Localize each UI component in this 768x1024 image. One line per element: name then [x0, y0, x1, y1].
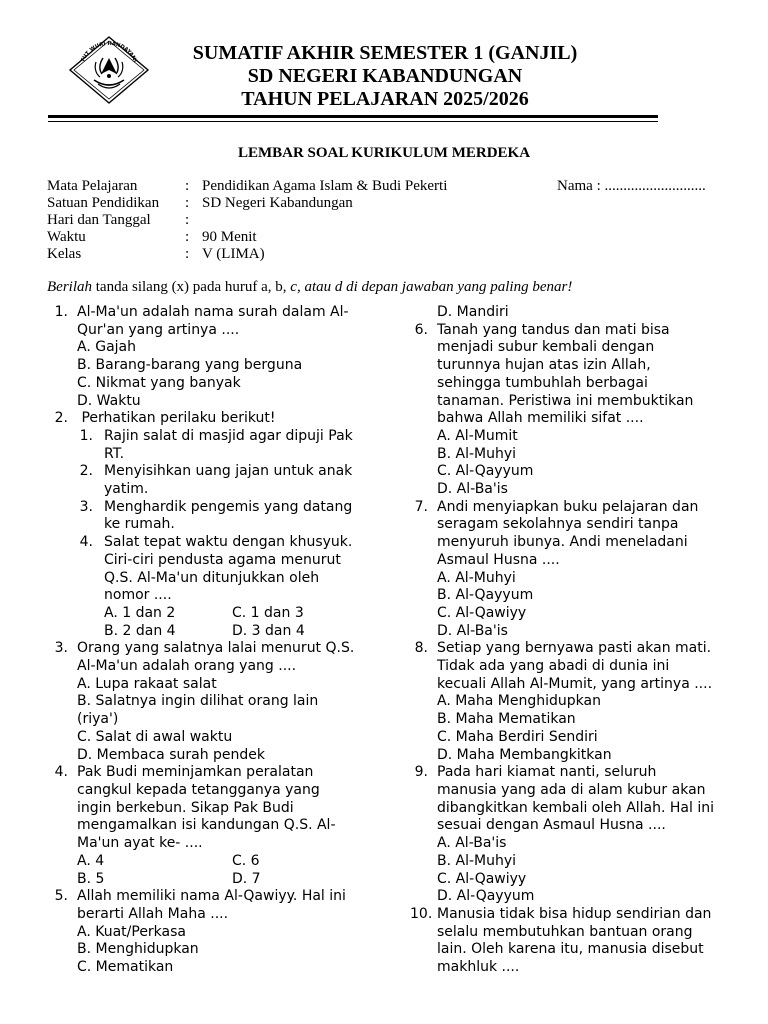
- sub-item-line: ke rumah.: [104, 516, 175, 533]
- question-text-line: makhluk ....: [437, 959, 520, 976]
- question-number: 6.: [414, 321, 428, 338]
- question-4: [50, 764, 370, 888]
- question-text-line: seragam sekolahnya sendiri tanpa: [437, 516, 679, 533]
- option-d: D. Al-Qayyum: [437, 888, 535, 905]
- question-text-line: Tidak ada yang abadi di dunia ini: [437, 658, 670, 675]
- option-b: B. 5: [77, 870, 105, 887]
- question-text-line: Al-Ma'un adalah orang yang ....: [77, 658, 297, 675]
- question-number: 7.: [414, 498, 428, 515]
- question-text-line: mengamalkan isi kandungan Q.S. Al-: [77, 817, 336, 834]
- question-text-line: Pada hari kiamat nanti, seluruh: [437, 764, 657, 781]
- option-d: D. Waktu: [77, 392, 141, 409]
- info-colon: :: [185, 212, 190, 228]
- option-d: D. 7: [232, 870, 261, 887]
- instruction: [47, 279, 572, 296]
- option-b: B. 2 dan 4: [104, 622, 176, 639]
- option-a: A. Gajah: [77, 339, 137, 356]
- question-number: 2.: [54, 410, 68, 427]
- question-text-line: berarti Allah Maha ....: [77, 905, 229, 922]
- question-text-line: Asmaul Husna ....: [437, 551, 560, 568]
- question-3: [50, 640, 370, 764]
- question-text-line: Ma'un ayat ke- ....: [77, 835, 203, 852]
- info-label: Waktu: [47, 229, 86, 245]
- info-label: Kelas: [47, 246, 82, 262]
- sub-item-line: Salat tepat waktu dengan khusyuk.: [104, 534, 353, 551]
- question-text-line: tanaman. Peristiwa ini membuktikan: [437, 392, 694, 409]
- title-line-2: SD NEGERI KABANDUNGAN: [247, 65, 523, 87]
- questions-left-column: [50, 304, 370, 977]
- question-9: [410, 764, 730, 906]
- option-a: A. Al-Ba'is: [437, 835, 507, 852]
- info-label: Hari dan Tanggal: [47, 212, 151, 228]
- sub-item-2: [77, 463, 370, 498]
- question-text-line: cangkul kepada tetangganya yang: [77, 781, 320, 798]
- logo-text: TUT WURI HANDAYANI: [80, 40, 138, 64]
- question-text-line: Orang yang salatnya lalai menurut Q.S.: [77, 640, 355, 657]
- info-label: Mata Pelajaran: [47, 178, 138, 194]
- question-5: [50, 888, 370, 977]
- option-c: C. Maha Berdiri Sendiri: [437, 728, 598, 745]
- question-number: 10.: [410, 905, 433, 922]
- sub-item-line: Rajin salat di masjid agar dipuji Pak: [104, 427, 353, 444]
- header-divider-thick: [48, 115, 658, 118]
- question-7: [410, 499, 730, 641]
- info-value: 90 Menit: [202, 229, 257, 245]
- question-text-line: Allah memiliki nama Al-Qawiyy. Hal ini: [77, 888, 346, 905]
- option-b-continued: (riya'): [77, 711, 119, 728]
- option-d: D. Membaca surah pendek: [77, 746, 266, 763]
- question-text-line: menjadi subur kembali dengan: [437, 339, 655, 356]
- sub-item-number: 3.: [79, 498, 93, 515]
- sub-item-line: Menghardik pengemis yang datang: [104, 498, 353, 515]
- option-b: B. Maha Mematikan: [437, 711, 576, 728]
- sub-item-line: yatim.: [104, 481, 149, 498]
- option-d: D. Al-Ba'is: [437, 622, 508, 639]
- sub-item-line: Ciri-ciri pendusta agama menurut: [104, 551, 341, 568]
- question-number: 3.: [54, 640, 68, 657]
- option-a: A. Kuat/Perkasa: [77, 923, 186, 940]
- sub-item-3: [77, 499, 370, 534]
- option-d: D. 3 dan 4: [232, 622, 305, 639]
- option-a: A. Lupa rakaat salat: [77, 675, 217, 692]
- question-number: 1.: [54, 304, 68, 320]
- instruction-part-1: Berilah: [47, 279, 92, 295]
- subtitle: LEMBAR SOAL KURIKULUM MERDEKA: [237, 145, 531, 161]
- option-c: C. Nikmat yang banyak: [77, 374, 241, 391]
- sub-item-line: nomor ....: [104, 587, 172, 604]
- question-text-line: turunnya hujan atas izin Allah,: [437, 357, 651, 374]
- option-c: C. 1 dan 3: [232, 604, 304, 621]
- option-c: C. Al-Qayyum: [437, 463, 534, 480]
- info-label: Satuan Pendidikan: [47, 195, 160, 211]
- option-d: D. Al-Ba'is: [437, 481, 508, 498]
- info-colon: :: [185, 178, 190, 194]
- question-2: [50, 410, 370, 640]
- question-8: [410, 640, 730, 764]
- option-c: C. Mematikan: [77, 959, 174, 976]
- question-text-line: Perhatikan perilaku berikut!: [77, 410, 276, 427]
- question-text-line: selalu membutuhkan bantuan orang: [437, 923, 693, 940]
- option-b: B. Menghidupkan: [77, 941, 199, 958]
- header-divider-thin: [48, 121, 658, 122]
- question-text-line: lain. Oleh karena itu, manusia disebut: [437, 941, 704, 958]
- info-value: SD Negeri Kabandungan: [202, 195, 353, 211]
- option-b: B. Barang-barang yang berguna: [77, 357, 303, 374]
- question-10: [410, 906, 730, 977]
- question-text-line: dibangkitkan kembali oleh Allah. Hal ini: [437, 799, 715, 816]
- question-text-line: ingin berkebun. Sikap Pak Budi: [77, 799, 294, 816]
- option-b: B. Salatnya ingin dilihat orang lain: [77, 693, 319, 710]
- question-text-line: menyuruh ibunya. Andi meneladani: [437, 534, 688, 551]
- question-text-line: sehingga tumbuhlah berbagai: [437, 374, 648, 391]
- option-a: A. Maha Menghidupkan: [437, 693, 601, 710]
- option-c: C. Salat di awal waktu: [77, 728, 233, 745]
- question-number: 4.: [54, 764, 68, 781]
- option-c: C. Al-Qawiyy: [437, 604, 527, 621]
- tut-wuri-handayani-logo: [66, 34, 152, 106]
- options-grid: [77, 605, 370, 640]
- option-c: C. Al-Qawiyy: [437, 870, 527, 887]
- sub-item-line: RT.: [104, 445, 125, 462]
- question-text-line: Qur'an yang artinya ....: [77, 321, 240, 338]
- question-text-line: kecuali Allah Al-Mumit, yang artinya ....: [437, 675, 713, 692]
- option-a: A. Al-Mumit: [437, 427, 518, 444]
- question-1: [50, 304, 370, 410]
- question-text-line: manusia yang ada di alam kubur akan: [437, 781, 706, 798]
- option-d: D. Mandiri: [437, 304, 509, 320]
- questions-right-column: [410, 304, 730, 977]
- sub-item-number: 4.: [79, 534, 93, 551]
- option-c: C. 6: [232, 852, 260, 869]
- option-b: B. Al-Muhyi: [437, 445, 517, 462]
- sub-item-4: [77, 534, 370, 605]
- option-a: A. 4: [77, 852, 105, 869]
- question-text-line: sesuai dengan Asmaul Husna ....: [437, 817, 666, 834]
- question-text-line: Pak Budi meminjamkan peralatan: [77, 764, 314, 781]
- question-text-line: Setiap yang bernyawa pasti akan mati.: [437, 640, 712, 657]
- question-text-line: bahwa Allah memiliki sifat ....: [437, 410, 644, 427]
- nama-field: Nama : ...........................: [557, 178, 706, 194]
- question-text-line: Manusia tidak bisa hidup sendirian dan: [437, 905, 712, 922]
- header-title: [160, 42, 610, 111]
- info-colon: :: [185, 195, 190, 211]
- question-text-line: Al-Ma'un adalah nama surah dalam Al-: [77, 304, 349, 320]
- info-value: Pendidikan Agama Islam & Budi Pekerti: [202, 178, 448, 194]
- info-colon: :: [185, 246, 190, 262]
- info-value: V (LIMA): [202, 246, 265, 262]
- options-grid: [77, 853, 370, 888]
- sub-item-number: 2.: [79, 463, 93, 480]
- question-number: 9.: [414, 764, 428, 781]
- option-d: D. Maha Membangkitkan: [437, 746, 612, 763]
- option-b: B. Al-Muhyi: [437, 852, 517, 869]
- question-5-continued: [410, 304, 730, 322]
- option-a: A. 1 dan 2: [104, 604, 176, 621]
- sub-item-number: 1.: [79, 427, 93, 444]
- info-colon: :: [185, 229, 190, 245]
- sub-item-line: Menyisihkan uang jajan untuk anak: [104, 463, 353, 480]
- question-text-line: Andi menyiapkan buku pelajaran dan: [437, 498, 699, 515]
- sub-item-1: [77, 428, 370, 463]
- instruction-part-3: c, atau d di depan jawaban yang paling benar!: [290, 279, 573, 295]
- question-number: 5.: [54, 888, 68, 905]
- title-line-1: SUMATIF AKHIR SEMESTER 1 (GANJIL): [192, 42, 578, 64]
- option-b: B. Al-Qayyum: [437, 587, 534, 604]
- option-a: A. Al-Muhyi: [437, 569, 516, 586]
- instruction-part-2: tanda silang (x) pada huruf a, b,: [92, 279, 291, 295]
- title-line-3: TAHUN PELAJARAN 2025/2026: [241, 88, 529, 110]
- sub-item-line: Q.S. Al-Ma'un ditunjukkan oleh: [104, 569, 320, 586]
- question-6: [410, 322, 730, 499]
- question-number: 8.: [414, 640, 428, 657]
- question-text-line: Tanah yang tandus dan mati bisa: [437, 321, 670, 338]
